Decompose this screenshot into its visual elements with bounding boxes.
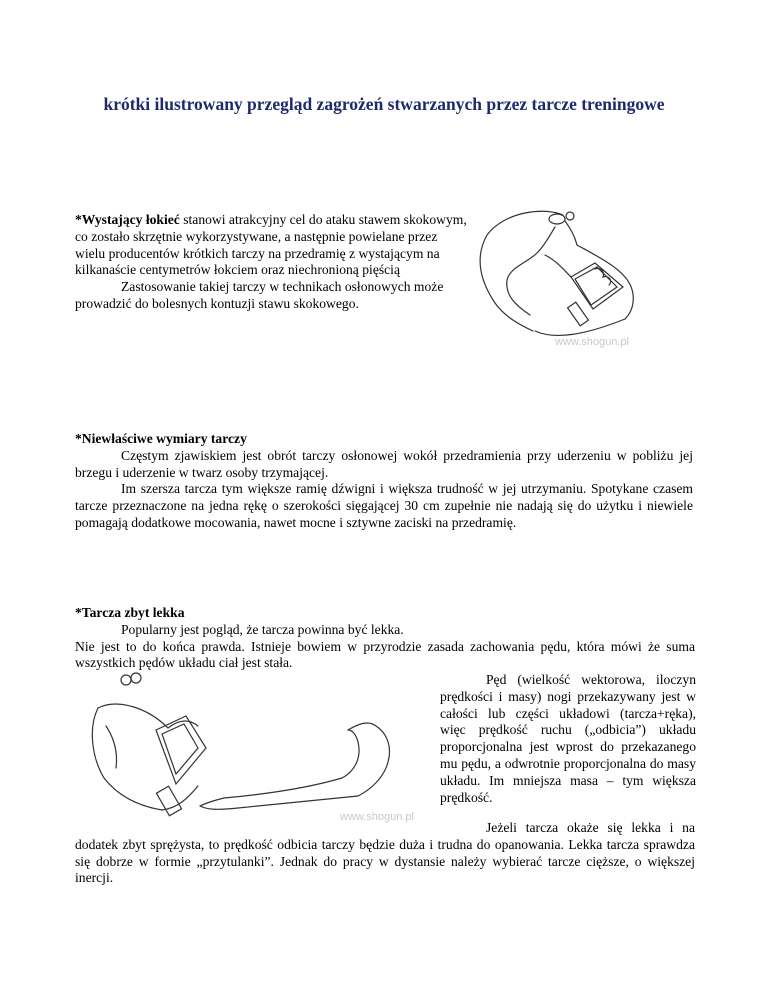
section-too-light [75,605,695,672]
section3-paragraph-2: Nie jest to do końca prawda. Istnieje bowiem w przyrodzie zasada zachowania pędu, która mówi że suma wszystkich pędów układu ciał jest stała. [75,638,695,671]
section1-watermark: www.shogun.pl [555,336,629,348]
section3-paragraph-4-start: Jeżeli tarcza okaże się lekka i na [486,820,695,835]
section-wrong-dimensions [75,431,693,532]
section3-heading: *Tarcza zbyt lekka [75,605,185,620]
elbow-shield-illustration [475,205,650,360]
section2-paragraph-2: Im szersza tarcza tym większe ramię dźwigni i większa trudność w jej utrzymaniu. Spotykane czasem tarcze przeznaczone na jedna rękę o szerokości sięgającej 30 cm zupełnie nie nadają się do użytku i niewiele pomagają dodatkowe mocowania, nawet mocne i sztywne zaciski na przedramię. [75,481,693,530]
section-protruding-elbow [75,212,467,313]
section3-paragraph-4 [75,820,695,887]
section3-paragraph-1: Popularny jest pogląd, że tarcza powinna być lekka. [121,621,404,637]
section1-paragraph-2: Zastosowanie takiej tarczy w technikach osłonowych może prowadzić do bolesnych kontuzji stawu skokowego. [75,279,444,311]
section1-lead: stanowi atrakcyjny cel do ataku stawem skokowym, co zostało skrzętnie wykorzystywane, a następnie powielane przez wielu producentów krótkich tarczy na przedramię z wystającym na kilkanaście centymetrów łokciem oraz niechronioną pięścią [75,212,467,278]
section3-paragraph-4-rest: dodatek zbyt sprężysta, to prędkość odbicia tarczy będzie duża i trudna do opanowania. Lekka tarcza sprawdza się dobrze w formie „przytulanki”. Jednak do pracy w dystansie należy wybierać tarcze cięższe, o większej inercji. [75,836,695,886]
section2-paragraph-1: Częstym zjawiskiem jest obrót tarczy osłonowej wokół przedramienia przy uderzeniu w pobliżu jej brzegu i uderzenie w twarz osoby trzymającej. [75,447,693,480]
light-shield-illustration [58,668,438,828]
section3-watermark: www.shogun.pl [340,811,414,823]
section3-paragraph-3: Pęd (wielkość wektorowa, iloczyn prędkości i masy) nogi przekazywany jest w całości lub części układowi (tarcza+ręka), więc prędkość ruchu („odbicia”) układu proporcjonalna jest wprost do przekazanego mu pędu, a odwrotnie proporcjonalna do masy układu. Im mniejsza masa – tym większa prędkość. [440,672,696,805]
page-title: krótki ilustrowany przegląd zagrożeń stwarzanych przez tarcze treningowe [103,94,665,114]
section1-paragraph [75,212,467,279]
section1-heading: *Wystający łokieć [75,212,180,227]
section2-heading: *Niewłaściwe wymiary tarczy [75,431,247,446]
